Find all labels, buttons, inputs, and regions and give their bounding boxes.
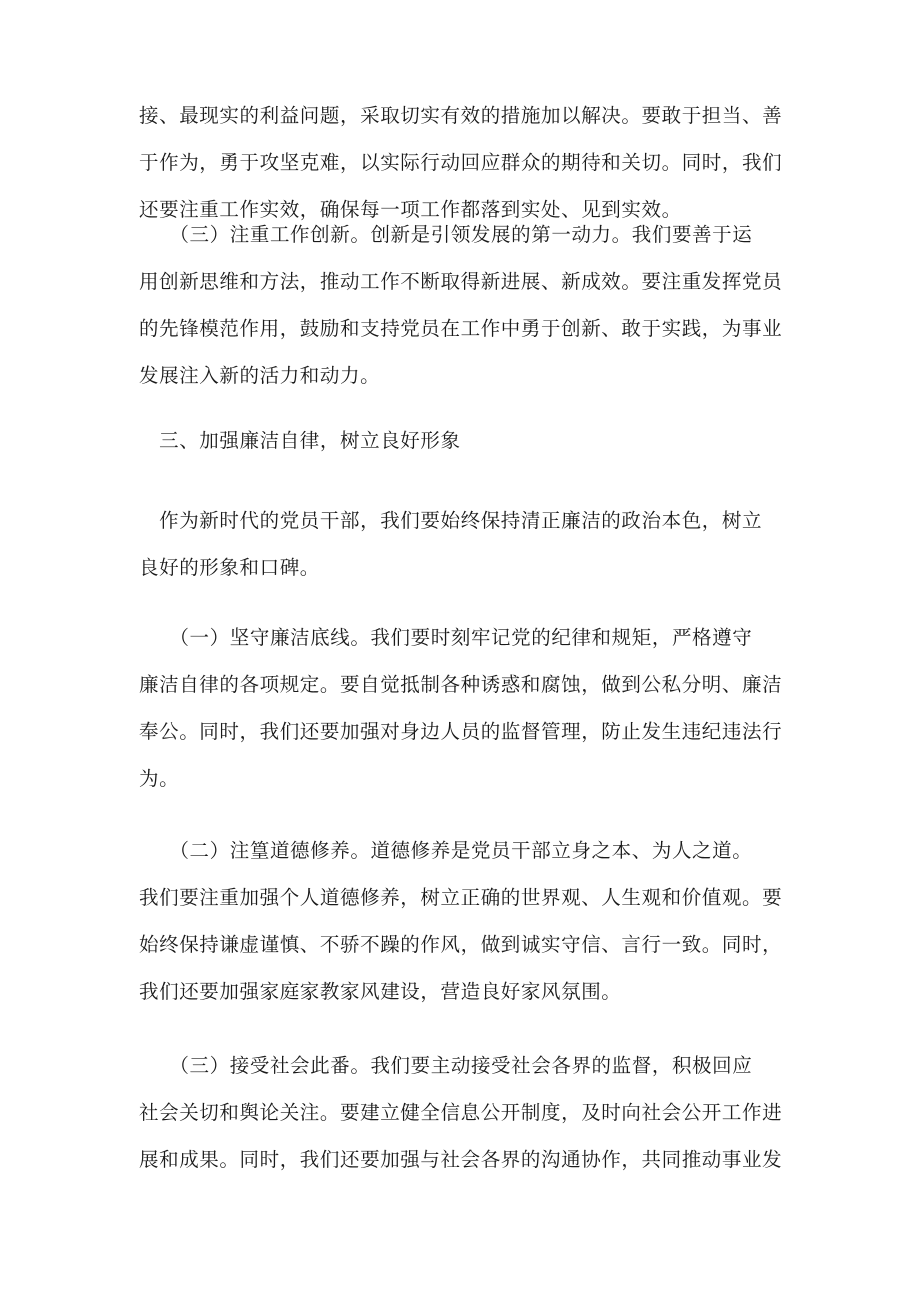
- paragraph-integrity-bottom-line: [139, 614, 785, 802]
- text-line: 廉洁自律的各项规定。要自觉抵制各种诱惑和腐蚀，做到公私分明、廉洁: [139, 673, 783, 696]
- text-line: 用创新思维和方法，推动工作不断取得新进展、新成效。要注重发挥党员: [139, 270, 783, 293]
- text-line: 发展注入新的活力和动力。: [139, 364, 381, 387]
- paragraph-social-supervision: [139, 1042, 785, 1183]
- text-line: 社会关切和舆论关注。要建立健全信息公开制度，及时向社会公开工作进: [139, 1101, 783, 1124]
- text-line: 接、最现实的利益问题，采取切实有效的措施加以解决。要敢于担当、善: [139, 104, 783, 127]
- text-line: 作为新时代的党员干部，我们要始终保持清正廉洁的政治本色，树立: [139, 509, 763, 532]
- section-heading: [139, 425, 785, 456]
- paragraph-work-innovation: [139, 211, 785, 399]
- text-line: 我们要注重加强个人道德修养，树立正确的世界观、人生观和价值观。要: [139, 886, 783, 909]
- paragraph-intro: [139, 497, 785, 591]
- text-line: （三）接受社会此番。我们要主动接受社会各界的监督，积极回应: [139, 1054, 753, 1077]
- text-line: （二）注篁道德修养。道德修养是党员干部立身之本、为人之道。: [139, 839, 753, 862]
- text-line: 我们还要加强家庭家教家风建设，营造良好家风氛围。: [139, 980, 622, 1003]
- text-line: 良好的形象和口碑。: [139, 556, 320, 579]
- paragraph-moral-cultivation: [139, 827, 785, 1015]
- text-line: 三、加强廉洁自律，树立良好形象: [139, 429, 461, 452]
- text-line: （一）坚守廉洁底线。我们要时刻牢记党的纪律和规矩，严格遵守: [139, 626, 753, 649]
- text-line: （三）注重工作创新。创新是引领发展的第一动力。我们要善于运: [139, 223, 753, 246]
- text-line: 的先锋模范作用，鼓励和支持党员在工作中勇于创新、敢于实践，为事业: [139, 317, 783, 340]
- text-line: 奉公。同时，我们还要加强对身边人员的监督管理，防止发生违纪违法行: [139, 720, 783, 743]
- text-line: 还要注重工作实效，确保每一项工作都落到实处、见到实效。: [139, 198, 682, 221]
- text-line: 于作为，勇于攻坚克难，以实际行动回应群众的期待和关切。同时，我们: [139, 151, 783, 174]
- text-line: 为。: [139, 767, 180, 790]
- text-line: 始终保持谦虚谨慎、不骄不躁的作风，做到诚实守信、言行一致。同时，: [139, 933, 783, 956]
- text-line: 展和成果。同时，我们还要加强与社会各界的沟通协作，共同推动事业发: [139, 1148, 783, 1171]
